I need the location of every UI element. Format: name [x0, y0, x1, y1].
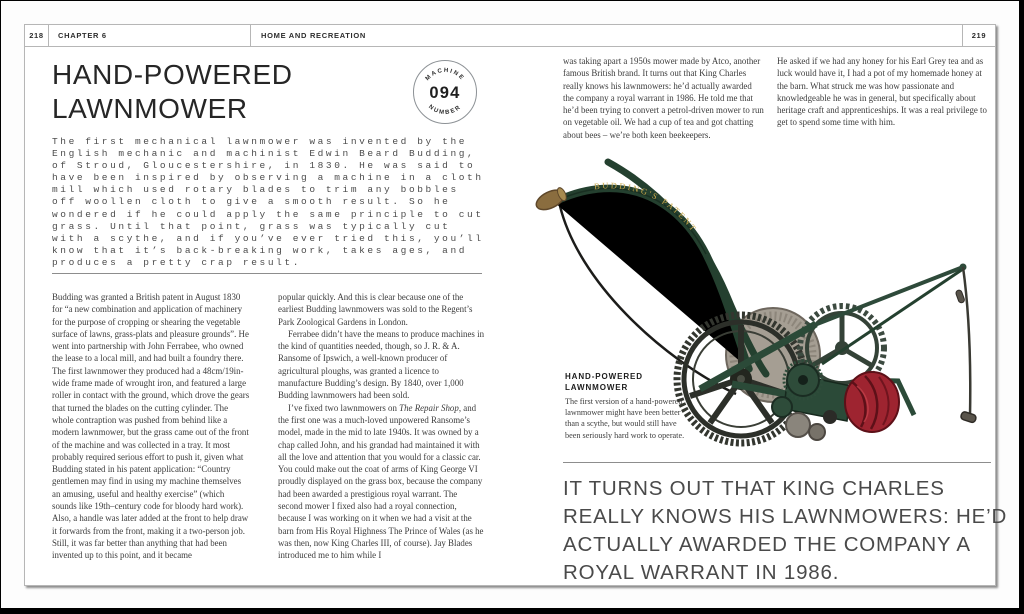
machine-number-badge	[410, 57, 480, 127]
left-page-divider	[52, 273, 482, 274]
page-title	[52, 58, 293, 125]
book-spread-background	[1, 1, 1019, 608]
badge-number: 094	[429, 84, 461, 102]
section-label: HOME AND RECREATION	[261, 31, 366, 40]
left-page-column-1	[52, 291, 250, 585]
caption-body: The first version of a hand-powered lawnmower might have been better than a scythe, but would still have been seriously hard work to operate.	[565, 397, 685, 440]
book-spread	[24, 24, 1008, 586]
chapter-label: CHAPTER 6	[49, 25, 251, 46]
caption-title	[565, 372, 689, 393]
page-title-line2: LAWNMOWER	[52, 92, 248, 124]
cutting-cylinder	[845, 372, 899, 432]
body-paragraph	[278, 402, 484, 562]
left-page-column-2	[278, 291, 484, 585]
running-header	[25, 25, 995, 47]
right-page-divider	[563, 462, 991, 463]
body-paragraph: He asked if we had any honey for his Earl Grey tea and as luck would have it, I had a pot of my homemade honey at the barn. What struck me was how passionate and knowledgeable he was in general, but specifically about heritage craft and apprenticeships. It was a real privilege to get to spend some time with him.	[777, 56, 987, 128]
intro-paragraph: The first mechanical lawnmower was invented by the English mechanic and machinist Edwin Beard Budding, of Stroud, Gloucestershire, in 1830. He was said to have been inspired by observing a machine in a cloth mill which used rotary blades to trim any bobbles off woollen cloth to give a smooth result. So he wondered if he could apply the same principle to cut grass. Until that point, grass was typically cut with a scythe, and if you’ve ever tried this, you’ll know that it’s back-breaking work, takes ages, and produces a pretty crap result.	[52, 136, 484, 268]
badge-top-label: MACHINE	[424, 67, 466, 83]
pull-quote-line1: IT TURNS OUT THAT KING CHARLES	[563, 477, 945, 500]
right-page-column-2	[777, 55, 989, 129]
body-text: , and the first one was a much-loved unpowered Ransome’s model, made in the mid to late 1940s. It was owned by a chap called John, and his grandad had maintained it with all the love and attention that you would for a classic car. You could make out the coat of arms of King George VI proudly displayed on the grass box, because the company had been awarded a prestigious royal warrant. The second mower I fixed also had a royal connection, because I was working on it when we had a visit at the barn from His Royal Highness The Prince of Wales (as he was then, now King Charles III, of course). Jay Blades introduced me to him while I	[278, 402, 484, 561]
caption-title-line2: LAWNMOWER	[565, 382, 629, 392]
body-paragraph: Budding was granted a British patent in August 1830 for “a new combination and application of machinery for the purpose of cropping or shearing the vegetable surface of lawns, grass-plats and pleasure grounds”. He went into partnership with John Ferrabee, who owned the lease to a local mill, and had built a foundry there. The first lawnmower they produced had a 48cm/19in-wide frame made of wrought iron, and featured a large roller in contact with the ground, which drove the gears that turned the blades on the cutting cylinder. The whole contraption was pushed from behind like a modern lawnmower, but the grass came out of the front of the machine and was collected in a tray. It most probably required serious effort to push it, given what Budding stated in his patent application: “Country gentlemen may find in using my machine themselves an amusing, useful and healthy exercise” (which sounds like 19th–century code for bloody hard work). Also, a handle was later added at the front to help draw it forwards from the front, making it a two-person job. Still, it was far better than anything that had been invented up to this point, and it became	[52, 292, 250, 561]
pull-quote-line4: ROYAL WARRANT IN 1986.	[563, 561, 840, 584]
page-title-line1: HAND-POWERED	[52, 59, 293, 90]
illustration-caption	[565, 372, 689, 441]
right-page-column-1	[563, 55, 764, 141]
handle-gold-lettering: BUDDING'S PATENT	[593, 180, 700, 235]
pull-quote	[563, 475, 1008, 587]
body-paragraph: was taking apart a 1950s mower made by Atco, another famous British brand. It turns out that King Charles really knows his lawnmowers: he’d actually awarded the company a royal warrant in 1986. He told me that he’d been trying to convert a petrol-driven mower to run on vegetable oil. We had a cup of tea and got chatting about bees – we’re both keen beekeepers.	[563, 56, 764, 140]
front-rollers	[786, 413, 825, 440]
handlebar	[554, 162, 766, 374]
body-paragraph: popular quickly. And this is clear because one of the earliest Budding lawnmowers was sold to the Regent’s Park Zoological Gardens in London.	[278, 292, 473, 327]
right-page-number: 219	[962, 25, 995, 46]
caption-title-line1: HAND-POWERED	[565, 372, 643, 381]
show-title: The Repair Shop	[399, 402, 459, 413]
badge-bottom-label: NUMBER	[427, 104, 463, 117]
left-page-number: 218	[25, 25, 49, 46]
body-paragraph: Ferrabee didn’t have the means to produce machines in the kind of quantities needed, though, so J. R. & A. Ransome of Ipswich, a well-known producer of agricultural ploughs, was granted a licence to manufacture Budding’s design. By 1840, over 1,000 Budding lawnmowers had been sold.	[278, 328, 484, 401]
body-text: I’ve fixed two lawnmowers on	[288, 402, 400, 413]
pull-quote-line2: REALLY KNOWS HIS LAWNMOWERS: HE’D	[563, 505, 1008, 528]
pull-quote-line3: ACTUALLY AWARDED THE COMPANY A	[563, 533, 971, 556]
